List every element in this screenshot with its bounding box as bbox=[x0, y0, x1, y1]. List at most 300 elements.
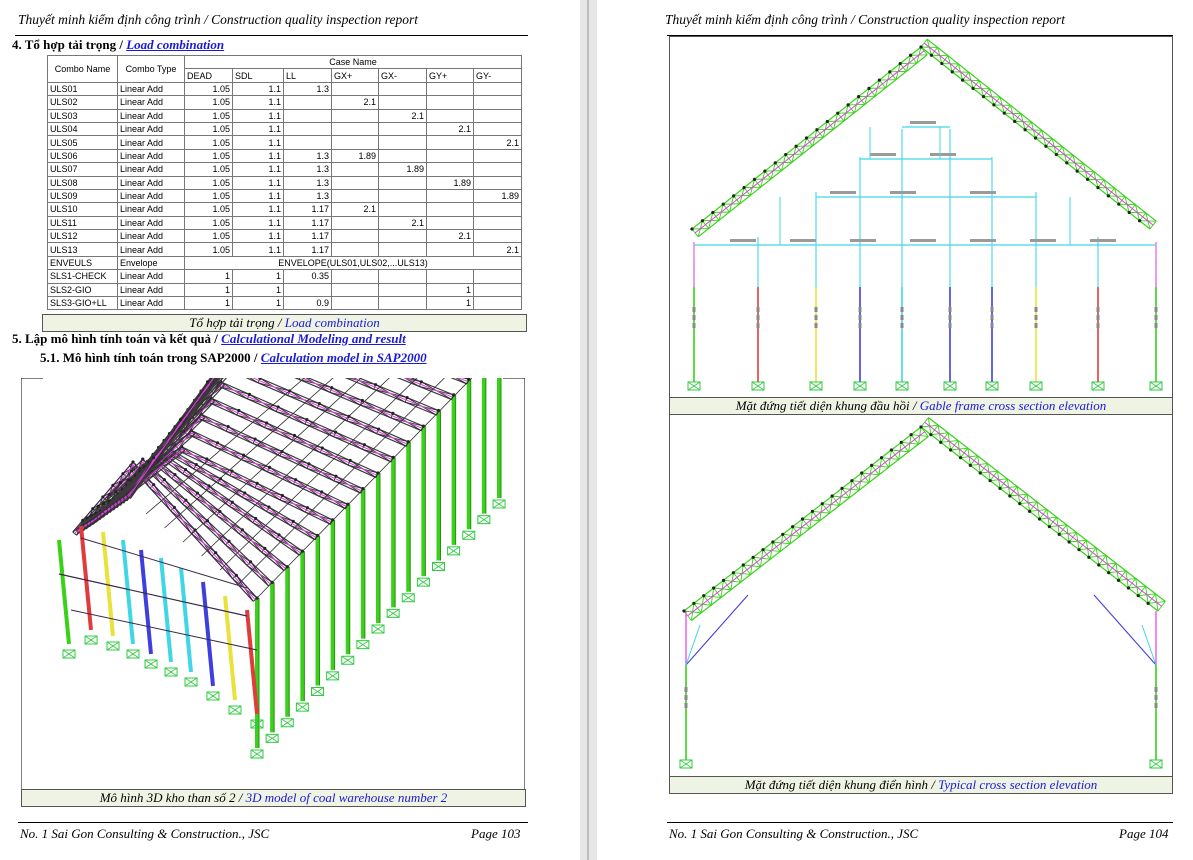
model-3d-figure bbox=[21, 378, 525, 790]
truss-node bbox=[293, 434, 296, 437]
section-5-1-heading-vi: 5.1. Mô hình tính toán trong SAP2000 / bbox=[40, 350, 261, 365]
truss-node bbox=[998, 487, 1001, 490]
combo-type-cell: Linear Add bbox=[118, 82, 185, 95]
factor-cell-gxm bbox=[379, 230, 427, 243]
factor-cell-gyp bbox=[427, 82, 474, 95]
factor-cell-gxp bbox=[332, 122, 379, 135]
truss-node bbox=[761, 548, 764, 551]
typical-frame-elevation bbox=[680, 418, 1165, 768]
factor-cell-sdl: 1.1 bbox=[233, 149, 284, 162]
combo-name-header: Combo Name bbox=[48, 56, 118, 83]
factor-cell-gxm: 1.89 bbox=[379, 163, 427, 176]
factor-cell-gym bbox=[474, 109, 522, 122]
gable-column-3d bbox=[123, 540, 133, 644]
factor-cell-ll bbox=[284, 96, 332, 109]
factor-cell-dead: 1.05 bbox=[185, 82, 233, 95]
factor-cell-gxp bbox=[332, 82, 379, 95]
factor-cell-gym bbox=[474, 82, 522, 95]
factor-cell-gym: 2.1 bbox=[474, 136, 522, 149]
section-5-heading-vi: 5. Lập mô hình tính toán và kết quả / bbox=[12, 331, 222, 346]
truss-node bbox=[949, 448, 952, 451]
footer-company: No. 1 Sai Gon Consulting & Construction., JSC bbox=[669, 826, 919, 841]
truss-node bbox=[989, 479, 992, 482]
knee-brace-left-inner bbox=[686, 625, 700, 665]
envelope-type: Envelope bbox=[118, 256, 185, 269]
combo-name-cell: ULS08 bbox=[48, 176, 118, 189]
factor-cell-gxp bbox=[332, 243, 379, 256]
factor-cell-gxm bbox=[379, 82, 427, 95]
truss-node bbox=[791, 525, 794, 528]
factor-cell-gym bbox=[474, 216, 522, 229]
section-label-mark bbox=[1097, 323, 1100, 328]
truss-node bbox=[131, 460, 134, 463]
combo-name-cell: ULS09 bbox=[48, 189, 118, 202]
truss-node bbox=[91, 507, 94, 510]
factor-cell-sdl: 1.1 bbox=[233, 216, 284, 229]
truss-node bbox=[692, 602, 695, 605]
truss-vertical bbox=[684, 611, 691, 620]
truss-node bbox=[1107, 194, 1110, 197]
table-caption-en: Load combination bbox=[284, 315, 380, 330]
combo-name-cell: ULS05 bbox=[48, 136, 118, 149]
factor-cell-gym bbox=[474, 270, 522, 283]
truss-node bbox=[1128, 211, 1131, 214]
section-label-mark bbox=[910, 121, 936, 124]
gable-caption-vi: Mặt đứng tiết diện khung đầu hồi / bbox=[735, 398, 920, 413]
truss-node bbox=[682, 609, 685, 612]
truss-node bbox=[1086, 178, 1089, 181]
truss-node bbox=[940, 62, 943, 65]
truss-node bbox=[929, 433, 932, 436]
factor-cell-gxp: 2.1 bbox=[332, 96, 379, 109]
factor-cell-ll: 1.3 bbox=[284, 149, 332, 162]
truss-node bbox=[248, 393, 251, 396]
truss-node bbox=[1147, 602, 1150, 605]
section-label-mark bbox=[685, 687, 688, 692]
truss-node bbox=[919, 45, 922, 48]
truss-node bbox=[702, 594, 705, 597]
truss-node bbox=[196, 491, 199, 494]
factor-cell-dead: 1.05 bbox=[185, 136, 233, 149]
truss-node bbox=[711, 211, 714, 214]
factor-cell-ll: 1.3 bbox=[284, 176, 332, 189]
truss-node bbox=[306, 506, 309, 509]
combo-type-header: Combo Type bbox=[118, 56, 185, 83]
section-label-mark bbox=[730, 239, 756, 242]
factor-cell-gxp: 1.89 bbox=[332, 149, 379, 162]
rafter-line bbox=[924, 43, 1153, 225]
truss-node bbox=[909, 54, 912, 57]
truss-node bbox=[163, 478, 166, 481]
combo-name-cell: ULS02 bbox=[48, 96, 118, 109]
truss-node bbox=[237, 409, 240, 412]
factor-cell-sdl: 1 bbox=[233, 270, 284, 283]
section-label-mark bbox=[859, 323, 862, 328]
truss-node bbox=[992, 103, 995, 106]
truss-node bbox=[256, 482, 259, 485]
load-combination-table bbox=[47, 55, 522, 310]
table-row bbox=[48, 149, 522, 162]
factor-cell-ll bbox=[284, 136, 332, 149]
combo-name-cell: ULS10 bbox=[48, 203, 118, 216]
combo-name-cell: ULS06 bbox=[48, 149, 118, 162]
factor-cell-dead: 1.05 bbox=[185, 109, 233, 122]
factor-cell-gyp bbox=[427, 203, 474, 216]
truss-node bbox=[1013, 120, 1016, 123]
factor-cell-ll: 1.3 bbox=[284, 82, 332, 95]
factor-cell-gxm bbox=[379, 203, 427, 216]
truss-node bbox=[195, 463, 198, 466]
truss-node bbox=[939, 441, 942, 444]
section-label-mark bbox=[1155, 323, 1158, 328]
truss-node bbox=[1034, 136, 1037, 139]
table-row bbox=[48, 189, 522, 202]
truss-node bbox=[349, 459, 352, 462]
truss-node bbox=[152, 456, 155, 459]
truss-node bbox=[821, 502, 824, 505]
factor-cell-dead: 1.05 bbox=[185, 122, 233, 135]
section-label-mark bbox=[901, 307, 904, 312]
truss-node bbox=[173, 473, 176, 476]
typical-caption-vi: Mặt đứng tiết diện khung điển hình / bbox=[744, 777, 939, 792]
truss-node bbox=[127, 478, 130, 481]
section-label-mark bbox=[859, 315, 862, 320]
section-label-mark bbox=[1155, 695, 1158, 700]
truss-node bbox=[263, 547, 266, 550]
section-label-mark bbox=[1155, 307, 1158, 312]
truss-bottom-chord bbox=[228, 378, 406, 446]
combo-name-cell: ULS03 bbox=[48, 109, 118, 122]
factor-cell-gxm: 2.1 bbox=[379, 216, 427, 229]
truss-node bbox=[243, 491, 246, 494]
table-row bbox=[48, 122, 522, 135]
section-5-1-heading-en[interactable]: Calculation model in SAP2000 bbox=[260, 350, 427, 365]
truss-node bbox=[899, 62, 902, 65]
truss-node bbox=[114, 490, 117, 493]
truss-node bbox=[1137, 594, 1140, 597]
factor-cell-ll: 1.3 bbox=[284, 189, 332, 202]
table-row bbox=[48, 96, 522, 109]
envelope-name: ENVEULS bbox=[48, 256, 118, 269]
combo-type-cell: Linear Add bbox=[118, 109, 185, 122]
table-row bbox=[48, 82, 522, 95]
gable-frame-drawing bbox=[670, 37, 1172, 398]
section-label-mark bbox=[949, 307, 952, 312]
combo-type-cell: Linear Add bbox=[118, 283, 185, 296]
rafter-line bbox=[925, 422, 1162, 606]
factor-cell-sdl: 1.1 bbox=[233, 136, 284, 149]
page-103 bbox=[0, 0, 580, 860]
truss-node bbox=[794, 145, 797, 148]
footer-rule bbox=[18, 822, 528, 823]
factor-cell-dead: 1 bbox=[185, 283, 233, 296]
section-label-mark bbox=[830, 191, 856, 194]
combo-name-cell: ULS07 bbox=[48, 163, 118, 176]
section-label-mark bbox=[1097, 315, 1100, 320]
gable-column-3d bbox=[181, 568, 191, 672]
table-row bbox=[48, 297, 522, 310]
table-row bbox=[48, 163, 522, 176]
truss-node bbox=[152, 483, 155, 486]
truss-node bbox=[374, 383, 377, 386]
truss-node bbox=[108, 493, 111, 496]
section-label-mark bbox=[693, 315, 696, 320]
truss-node bbox=[1096, 186, 1099, 189]
section-label-mark bbox=[693, 323, 696, 328]
rafter-line bbox=[200, 417, 362, 491]
knee-brace-right bbox=[1094, 595, 1156, 665]
truss-node bbox=[847, 103, 850, 106]
factor-cell-dead: 1.05 bbox=[185, 230, 233, 243]
truss-node bbox=[227, 425, 230, 428]
truss-node bbox=[982, 95, 985, 98]
truss-node bbox=[267, 506, 270, 509]
truss-node bbox=[377, 427, 380, 430]
knee-brace-right-inner bbox=[1142, 625, 1156, 665]
factor-cell-gyp bbox=[427, 136, 474, 149]
factor-cell-gxp bbox=[332, 230, 379, 243]
truss-node bbox=[961, 78, 964, 81]
truss-node bbox=[277, 533, 280, 536]
section-label-mark bbox=[870, 153, 896, 156]
case-col-ll: LL bbox=[284, 69, 332, 82]
combo-type-cell: Linear Add bbox=[118, 96, 185, 109]
truss-node bbox=[249, 560, 252, 563]
truss-node bbox=[277, 405, 280, 408]
truss-node bbox=[121, 472, 124, 475]
truss-node bbox=[951, 70, 954, 73]
truss-node bbox=[231, 501, 234, 504]
truss-node bbox=[801, 517, 804, 520]
typical-caption-en: Typical cross section elevation bbox=[938, 777, 1098, 792]
combo-name-cell: SLS3-GIO+LL bbox=[48, 297, 118, 310]
truss-node bbox=[857, 95, 860, 98]
combo-type-cell: Linear Add bbox=[118, 163, 185, 176]
truss-node bbox=[1127, 586, 1130, 589]
factor-cell-gyp bbox=[427, 270, 474, 283]
rafter-line bbox=[239, 378, 422, 428]
truss-node bbox=[831, 494, 834, 497]
table-row bbox=[48, 216, 522, 229]
case-col-gyp: GY+ bbox=[427, 69, 474, 82]
truss-node bbox=[218, 510, 221, 513]
truss-node bbox=[850, 479, 853, 482]
truss-node bbox=[1038, 517, 1041, 520]
gable-caption-en: Gable frame cross section elevation bbox=[919, 398, 1107, 413]
truss-node bbox=[774, 161, 777, 164]
truss-node bbox=[206, 380, 209, 383]
factor-cell-sdl: 1 bbox=[233, 297, 284, 310]
section-label-mark bbox=[685, 695, 688, 700]
factor-cell-gym: 1.89 bbox=[474, 189, 522, 202]
truss-node bbox=[1077, 548, 1080, 551]
truss-node bbox=[712, 586, 715, 589]
case-col-gxm: GX- bbox=[379, 69, 427, 82]
footer-company: No. 1 Sai Gon Consulting & Construction., JSC bbox=[20, 826, 270, 841]
truss-bottom-chord bbox=[248, 378, 437, 415]
page-number: Page 103 bbox=[471, 826, 521, 841]
section-label-mark bbox=[1035, 307, 1038, 312]
factor-cell-ll bbox=[284, 122, 332, 135]
section-label-mark bbox=[930, 153, 956, 156]
section-4-heading-vi: 4. Tổ hợp tải trọng / bbox=[12, 37, 127, 52]
truss-node bbox=[184, 499, 187, 502]
factor-cell-gxp bbox=[332, 109, 379, 122]
combo-name-cell: ULS04 bbox=[48, 122, 118, 135]
combo-type-cell: Linear Add bbox=[118, 230, 185, 243]
truss-node bbox=[1048, 525, 1051, 528]
factor-cell-gym bbox=[474, 149, 522, 162]
truss-node bbox=[840, 487, 843, 490]
factor-cell-gxm bbox=[379, 270, 427, 283]
truss-node bbox=[1068, 540, 1071, 543]
truss-node bbox=[867, 87, 870, 90]
section-label-mark bbox=[970, 191, 996, 194]
truss-node bbox=[130, 469, 133, 472]
factor-cell-sdl: 1.1 bbox=[233, 203, 284, 216]
truss-node bbox=[305, 418, 308, 421]
truss-node bbox=[880, 456, 883, 459]
factor-cell-sdl: 1.1 bbox=[233, 243, 284, 256]
truss-node bbox=[321, 446, 324, 449]
factor-cell-gym bbox=[474, 283, 522, 296]
factor-cell-sdl: 1.1 bbox=[233, 82, 284, 95]
factor-cell-gyp: 2.1 bbox=[427, 122, 474, 135]
factor-cell-gxm bbox=[379, 189, 427, 202]
truss-node bbox=[254, 517, 257, 520]
truss-node bbox=[318, 402, 321, 405]
factor-cell-gyp bbox=[427, 189, 474, 202]
typical-caption bbox=[669, 776, 1173, 794]
truss-node bbox=[870, 464, 873, 467]
truss-node bbox=[330, 386, 333, 389]
truss-node bbox=[1097, 563, 1100, 566]
truss-node bbox=[241, 528, 244, 531]
factor-cell-ll bbox=[284, 283, 332, 296]
section-label-mark bbox=[890, 191, 916, 194]
section-label-mark bbox=[949, 315, 952, 320]
truss-node bbox=[1003, 112, 1006, 115]
truss-node bbox=[742, 563, 745, 566]
combo-name-cell: SLS2-GIO bbox=[48, 283, 118, 296]
page-104 bbox=[597, 0, 1193, 860]
case-name-header: Case Name bbox=[185, 56, 522, 69]
factor-cell-ll: 0.9 bbox=[284, 297, 332, 310]
factor-cell-gxp bbox=[332, 136, 379, 149]
page-header-text: Thuyết minh kiểm định công trình / Construction quality inspection report bbox=[18, 12, 418, 27]
factor-cell-gxm bbox=[379, 176, 427, 189]
factor-cell-gym bbox=[474, 230, 522, 243]
truss-node bbox=[1117, 579, 1120, 582]
gable-column-3d bbox=[203, 582, 213, 686]
factor-cell-sdl: 1.1 bbox=[233, 230, 284, 243]
page-header-text: Thuyết minh kiểm định công trình / Construction quality inspection report bbox=[665, 12, 1065, 27]
truss-node bbox=[1117, 203, 1120, 206]
factor-cell-sdl: 1.1 bbox=[233, 163, 284, 176]
truss-node bbox=[826, 120, 829, 123]
truss-node bbox=[1065, 161, 1068, 164]
model-3d-caption-en: 3D model of coal warehouse number 2 bbox=[245, 790, 448, 805]
truss-node bbox=[805, 136, 808, 139]
section-label-mark bbox=[901, 323, 904, 328]
factor-cell-gxp bbox=[332, 189, 379, 202]
model-3d-caption bbox=[21, 789, 526, 807]
factor-cell-ll: 1.3 bbox=[284, 163, 332, 176]
combo-name-cell: ULS11 bbox=[48, 216, 118, 229]
truss-node bbox=[179, 418, 182, 421]
truss-bottom-chord bbox=[691, 436, 928, 620]
truss-node bbox=[111, 484, 114, 487]
gable-frame-elevation bbox=[688, 39, 1162, 390]
factor-cell-gyp: 2.1 bbox=[427, 230, 474, 243]
combo-type-cell: Linear Add bbox=[118, 216, 185, 229]
section-label-mark bbox=[1035, 315, 1038, 320]
section-label-mark bbox=[970, 239, 996, 242]
truss-node bbox=[722, 203, 725, 206]
truss-node bbox=[307, 462, 310, 465]
gable-caption bbox=[669, 397, 1173, 415]
footer-rule bbox=[667, 822, 1173, 823]
factor-cell-sdl: 1.1 bbox=[233, 122, 284, 135]
truss-node bbox=[878, 78, 881, 81]
table-row bbox=[48, 203, 522, 216]
truss-node bbox=[890, 448, 893, 451]
section-4-heading-en[interactable]: Load combination bbox=[126, 37, 225, 52]
sls-rows bbox=[48, 270, 522, 310]
section-label-mark bbox=[685, 703, 688, 708]
truss-node bbox=[1008, 494, 1011, 497]
section-label-mark bbox=[815, 307, 818, 312]
section-label-mark bbox=[757, 323, 760, 328]
truss-node bbox=[836, 112, 839, 115]
truss-node bbox=[742, 186, 745, 189]
case-col-dead: DEAD bbox=[185, 69, 233, 82]
combo-name-cell: ULS01 bbox=[48, 82, 118, 95]
truss-node bbox=[784, 153, 787, 156]
factor-cell-gym bbox=[474, 297, 522, 310]
truss-node bbox=[815, 128, 818, 131]
truss-node bbox=[690, 227, 693, 230]
truss-node bbox=[205, 457, 208, 460]
section-label-mark bbox=[1090, 239, 1116, 242]
typical-frame-panel bbox=[669, 414, 1173, 777]
factor-cell-gyp: 1.89 bbox=[427, 176, 474, 189]
section-5-heading bbox=[12, 331, 406, 347]
truss-node bbox=[1076, 169, 1079, 172]
factor-cell-gxp bbox=[332, 270, 379, 283]
factor-cell-dead: 1 bbox=[185, 270, 233, 283]
truss-node bbox=[781, 533, 784, 536]
truss-node bbox=[1023, 128, 1026, 131]
truss-node bbox=[361, 399, 364, 402]
combo-type-cell: Linear Add bbox=[118, 122, 185, 135]
combo-type-cell: Linear Add bbox=[118, 203, 185, 216]
truss-node bbox=[763, 169, 766, 172]
truss-node bbox=[184, 468, 187, 471]
factor-cell-ll: 1.17 bbox=[284, 216, 332, 229]
case-col-gym: GY- bbox=[474, 69, 522, 82]
truss-node bbox=[119, 481, 122, 484]
factor-cell-gym bbox=[474, 163, 522, 176]
envelope-value: ENVELOPE(ULS01,ULS02,...ULS13) bbox=[185, 256, 522, 269]
section-4-heading bbox=[12, 37, 224, 53]
factor-cell-dead: 1 bbox=[185, 297, 233, 310]
truss-node bbox=[265, 421, 268, 424]
truss-node bbox=[752, 556, 755, 559]
section-5-heading-en[interactable]: Calculational Modeling and result bbox=[221, 331, 406, 346]
factor-cell-gym bbox=[474, 122, 522, 135]
header-rule bbox=[15, 35, 528, 36]
